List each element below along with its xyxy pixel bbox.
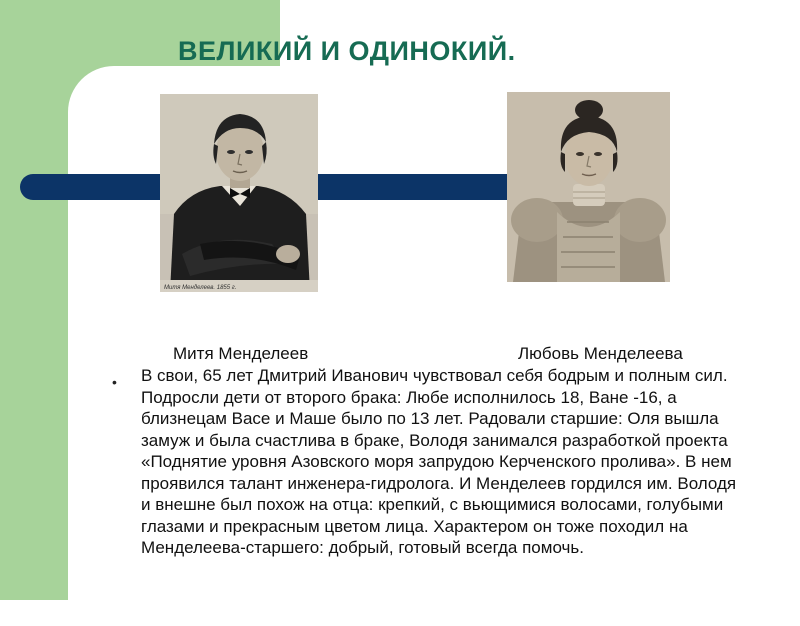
- photo-inset-caption: Митя Менделеев. 1855 г.: [164, 285, 237, 291]
- slide-title: ВЕЛИКИЙ И ОДИНОКИЙ.: [178, 36, 516, 66]
- caption-mitya: Митя Менделеев: [173, 344, 309, 363]
- body-paragraph: В свои, 65 лет Дмитрий Иванович чувствовал себя бодрым и полным сил. Подросли дети от второго брака: Любе исполнилось 18, Ване -16, а близнецам Васе и Маше было по 13 лет. Радовали старшие: Оля вышла замуж и была счастлива в браке, Володя занимался разработкой проекта «Поднятие уровня Азовского моря запрудою Керченского пролива». В нем проявился талант инженера-гидролога. И Менделеев гордился им. Володя и внешне был похож на отца: крепкий, с вьющимися волосами, голубыми глазами и прекрасным цветом лица. Характером он тоже походил на Менделеева-старшего: добрый, готовый всегда помочь.: [141, 366, 737, 557]
- bullet-marker: •: [112, 374, 117, 390]
- caption-lyubov: Любовь Менделеева: [518, 344, 683, 363]
- photo-lyubov-mendeleeva: [507, 92, 670, 282]
- photo-mitya-mendeleev: [160, 94, 318, 292]
